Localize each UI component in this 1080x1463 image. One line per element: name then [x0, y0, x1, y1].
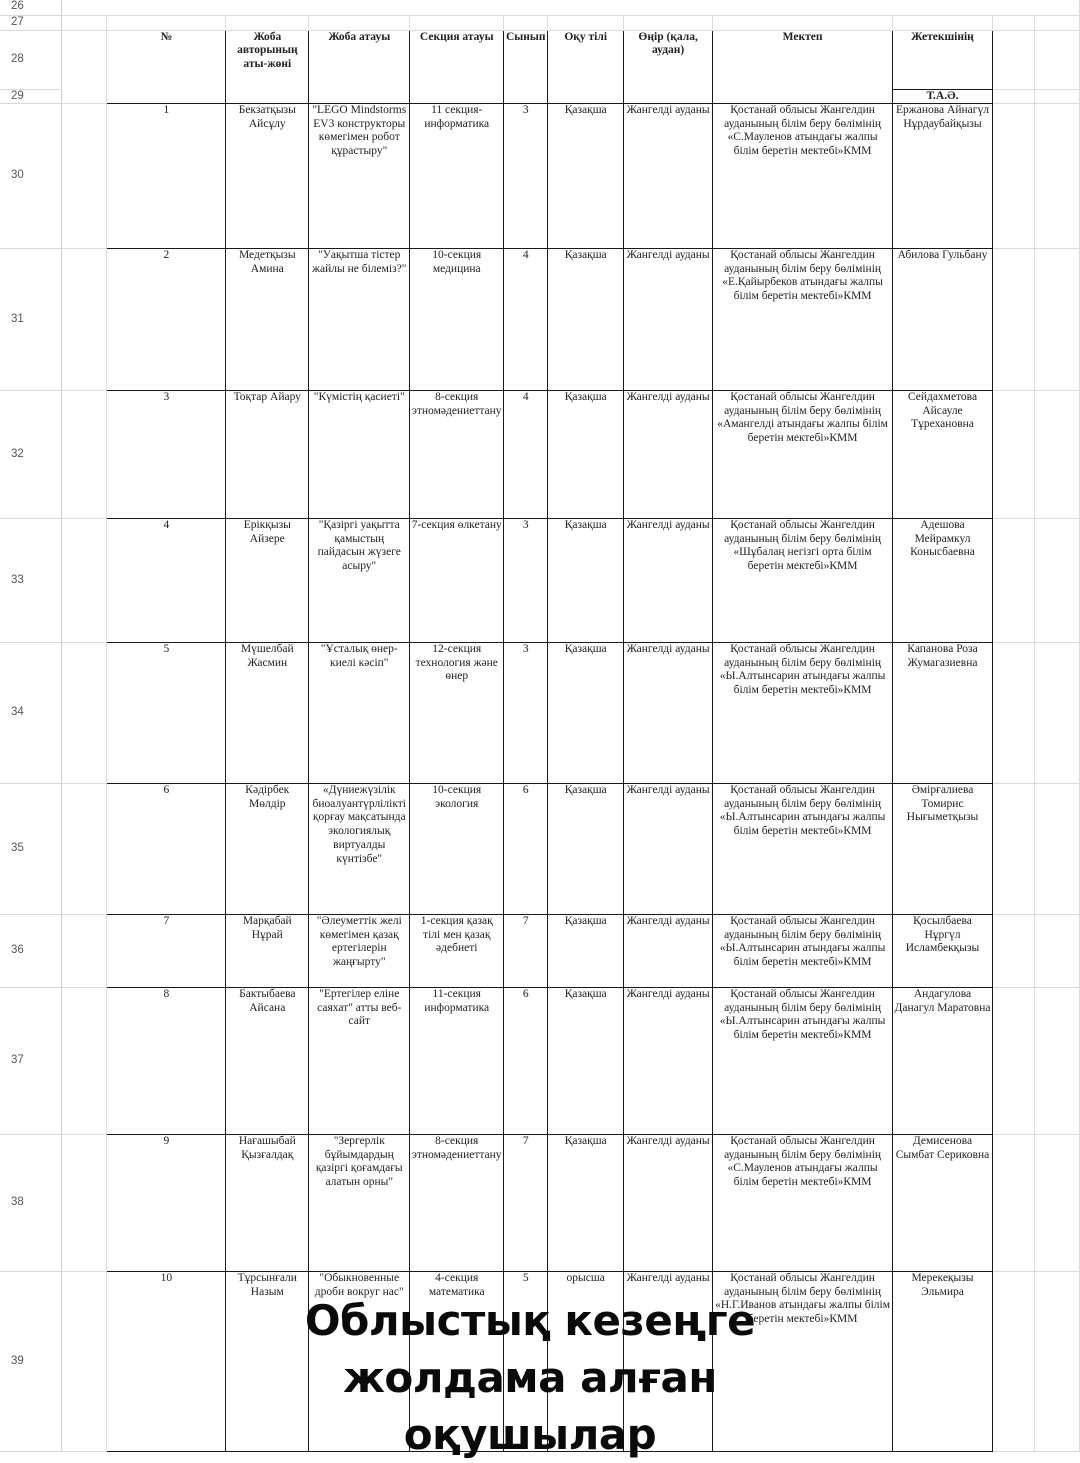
row-header[interactable]: 28: [0, 30, 62, 89]
cell-language[interactable]: Қазақша: [548, 1135, 624, 1272]
cell-number[interactable]: 4: [107, 519, 226, 643]
cell-language[interactable]: орысша: [548, 1272, 624, 1452]
cell-language[interactable]: Қазақша: [548, 249, 624, 391]
header-project-title[interactable]: Жоба атауы: [309, 30, 410, 104]
cell-region[interactable]: Жангелді ауданы: [624, 988, 713, 1135]
empty-cell[interactable]: [992, 249, 1034, 391]
row-header[interactable]: 36: [0, 915, 62, 988]
table-row: [0, 104, 1080, 249]
cell-region[interactable]: Жангелді ауданы: [624, 915, 713, 988]
cell-number[interactable]: 8: [107, 988, 226, 1135]
empty-cell[interactable]: [1034, 643, 1079, 784]
cell-project-title[interactable]: "Қазіргі уақытта қамыстың пайдасын жүзеге асыру": [309, 519, 410, 643]
cell-supervisor[interactable]: Демисенова Сымбат Сериковна: [893, 1135, 993, 1272]
cell-author[interactable]: Ерікқызы Айзере: [226, 519, 309, 643]
header-section[interactable]: Секция атауы: [410, 30, 504, 104]
empty-cell[interactable]: [62, 784, 107, 915]
header-language[interactable]: Оқу тілі: [548, 30, 624, 104]
cell-author[interactable]: Мүшелбай Жасмин: [226, 643, 309, 784]
cell-language[interactable]: Қазақша: [548, 784, 624, 915]
cell-supervisor[interactable]: Ержанова Айнагүл Нұрдаубайқызы: [893, 104, 993, 249]
cell-language[interactable]: Қазақша: [548, 104, 624, 249]
empty-cell[interactable]: [992, 1272, 1034, 1452]
cell-school[interactable]: Қостанай облысы Жангелдин ауданының білім беру бөлімінің «Шұбалаң негізгі орта білім беретін мектебі»КММ: [713, 519, 893, 643]
cell-school[interactable]: Қостанай облысы Жангелдин ауданының білім беру бөлімінің «Ы.Алтынсарин атындағы жалпы білім беретін мектебі»КММ: [713, 988, 893, 1135]
table-row: [0, 519, 1080, 643]
cell-language[interactable]: Қазақша: [548, 391, 624, 519]
cell-school[interactable]: Қостанай облысы Жангелдин ауданының білім беру бөлімінің «Н.Г.Иванов атындағы жалпы білім беретін мектебі»КММ: [713, 1272, 893, 1452]
cell-project-title[interactable]: "Обыкновенные дроби вокруг нас": [309, 1272, 410, 1452]
cell-project-title[interactable]: "Зергерлік бұйымдардың қазіргі қоғамдағы алатын орны": [309, 1135, 410, 1272]
empty-cell[interactable]: [1034, 1272, 1079, 1452]
empty-cell[interactable]: [1034, 784, 1079, 915]
cell-number[interactable]: 1: [107, 104, 226, 249]
empty-cell[interactable]: [62, 915, 107, 988]
header-number[interactable]: №: [107, 30, 226, 104]
table-row: [0, 249, 1080, 391]
cell-author[interactable]: Нағашыбай Қызғалдақ: [226, 1135, 309, 1272]
table-row: [0, 988, 1080, 1135]
cell-number[interactable]: 3: [107, 391, 226, 519]
cell-section[interactable]: 10-секция медицина: [410, 249, 504, 391]
cell-grade[interactable]: 4: [504, 391, 548, 519]
empty-cell[interactable]: [1034, 1135, 1079, 1272]
empty-cell[interactable]: [62, 1135, 107, 1272]
cell-section[interactable]: 8-секция этномәдениеттану: [410, 1135, 504, 1272]
empty-cell[interactable]: [992, 391, 1034, 519]
row-header[interactable]: 31: [0, 249, 62, 391]
row-header[interactable]: 30: [0, 104, 62, 249]
empty-cell[interactable]: [992, 519, 1034, 643]
cell-project-title[interactable]: "Әлеуметтік желі көмегімен қазақ ертегілерін жаңғырту": [309, 915, 410, 988]
empty-cell[interactable]: [992, 784, 1034, 915]
cell-section[interactable]: 12-секция технология және өнер: [410, 643, 504, 784]
empty-cell[interactable]: [62, 391, 107, 519]
empty-cell[interactable]: [992, 1135, 1034, 1272]
cell-project-title[interactable]: "LEGO Mindstorms EV3 конструкторы көмегімен робот құрастыру": [309, 104, 410, 249]
cell-project-title[interactable]: "Ертегілер еліне саяхат" атты веб-сайт: [309, 988, 410, 1135]
header-supervisor-initials[interactable]: Т.А.Ә.: [893, 89, 993, 104]
caption-line: жолдама алған: [343, 1353, 717, 1402]
cell-project-title[interactable]: «Дүниежүзілік биоалуантүрлілікті қорғау мақсатында экологиялық виртуалды күнтізбе": [309, 784, 410, 915]
cell-project-title[interactable]: "Күмістің қасиеті": [309, 391, 410, 519]
cell-number[interactable]: 5: [107, 643, 226, 784]
cell-grade[interactable]: 4: [504, 249, 548, 391]
empty-cell[interactable]: [62, 104, 107, 249]
header-grade[interactable]: Сынып: [504, 30, 548, 104]
row-header[interactable]: 27: [0, 15, 62, 30]
cell-project-title[interactable]: "Ұсталық өнер-киелі кәсіп": [309, 643, 410, 784]
table-row: [0, 391, 1080, 519]
row-header[interactable]: 29: [0, 89, 62, 104]
empty-cell[interactable]: [992, 988, 1034, 1135]
cell-school[interactable]: Қостанай облысы Жангелдин ауданының білім беру бөлімінің «Амангелді атындағы жалпы білім беретін мектебі»КММ: [713, 391, 893, 519]
cell-supervisor[interactable]: Адешова Мейрамкул Конысбаевна: [893, 519, 993, 643]
cell-grade[interactable]: 3: [504, 104, 548, 249]
cell-author[interactable]: Марқабай Нұрай: [226, 915, 309, 988]
table-row: [0, 915, 1080, 988]
cell-school[interactable]: Қостанай облысы Жангелдин ауданының білім беру бөлімінің «С.Мауленов атындағы жалпы білім беретін мектебі»КММ: [713, 1135, 893, 1272]
cell-author[interactable]: Тоқтар Айару: [226, 391, 309, 519]
cell-author[interactable]: Бекзатқызы Айсұлу: [226, 104, 309, 249]
header-region[interactable]: Өңір (қала, аудан): [624, 30, 713, 104]
cell-section[interactable]: 11 секция-информатика: [410, 104, 504, 249]
cell-grade[interactable]: 7: [504, 1135, 548, 1272]
cell-grade[interactable]: 5: [504, 1272, 548, 1452]
cell-section[interactable]: 10-секция экология: [410, 784, 504, 915]
cell-section[interactable]: 7-секция өлкетану: [410, 519, 504, 643]
empty-cell[interactable]: [992, 915, 1034, 988]
empty-row[interactable]: [62, 0, 1080, 15]
cell-supervisor[interactable]: Абилова Гульбану: [893, 249, 993, 391]
row-header[interactable]: 39: [0, 1272, 62, 1452]
cell-grade[interactable]: 3: [504, 519, 548, 643]
cell-supervisor[interactable]: Андагулова Данагул Маратовна: [893, 988, 993, 1135]
cell-section[interactable]: 8-секция этномәдениеттану: [410, 391, 504, 519]
cell-school[interactable]: Қостанай облысы Жангелдин ауданының білім беру бөлімінің «С.Мауленов атындағы жалпы білім беретін мектебі»КММ: [713, 104, 893, 249]
cell-author[interactable]: Бактыбаева Айсана: [226, 988, 309, 1135]
cell-language[interactable]: Қазақша: [548, 988, 624, 1135]
row-header[interactable]: 26: [0, 0, 62, 15]
cell-number[interactable]: 10: [107, 1272, 226, 1452]
row-header[interactable]: 35: [0, 784, 62, 915]
row-header[interactable]: 38: [0, 1135, 62, 1272]
empty-cell[interactable]: [1034, 519, 1079, 643]
empty-cell[interactable]: [62, 1272, 107, 1452]
empty-cell[interactable]: [1034, 988, 1079, 1135]
cell-number[interactable]: 9: [107, 1135, 226, 1272]
header-supervisor[interactable]: Жетекшінің: [893, 30, 993, 89]
cell-number[interactable]: 7: [107, 915, 226, 988]
cell-grade[interactable]: 6: [504, 988, 548, 1135]
cell-grade[interactable]: 7: [504, 915, 548, 988]
row-header[interactable]: 34: [0, 643, 62, 784]
cell-supervisor[interactable]: Капанова Роза Жумагазиевна: [893, 643, 993, 784]
table-row: [0, 784, 1080, 915]
caption-line: оқушылар: [403, 1410, 657, 1459]
cell-author[interactable]: Медетқызы Амина: [226, 249, 309, 391]
empty-cell[interactable]: [62, 519, 107, 643]
table-row: [0, 1135, 1080, 1272]
cell-supervisor[interactable]: Қосылбаева Нұргүл Исламбекқызы: [893, 915, 993, 988]
cell-region[interactable]: Жангелді ауданы: [624, 1135, 713, 1272]
empty-cell[interactable]: [1034, 104, 1079, 249]
cell-supervisor[interactable]: Сейдахметова Айсауле Тұрехановна: [893, 391, 993, 519]
cell-section[interactable]: 4-секция математика: [410, 1272, 504, 1452]
cell-region[interactable]: Жангелді ауданы: [624, 391, 713, 519]
cell-supervisor[interactable]: Мерекеқызы Эльмира: [893, 1272, 993, 1452]
empty-cell[interactable]: [992, 643, 1034, 784]
cell-region[interactable]: Жангелді ауданы: [624, 519, 713, 643]
cell-number[interactable]: 6: [107, 784, 226, 915]
empty-cell[interactable]: [1034, 249, 1079, 391]
empty-cell[interactable]: [62, 988, 107, 1135]
cell-grade[interactable]: 6: [504, 784, 548, 915]
cell-region[interactable]: Жангелді ауданы: [624, 1272, 713, 1452]
cell-project-title[interactable]: "Уақытша тістер жайлы не білеміз?": [309, 249, 410, 391]
cell-region[interactable]: Жангелді ауданы: [624, 643, 713, 784]
empty-cell[interactable]: [1034, 391, 1079, 519]
cell-author[interactable]: Кәдірбек Мөлдір: [226, 784, 309, 915]
cell-school[interactable]: Қостанай облысы Жангелдин ауданының білім беру бөлімінің «Ы.Алтынсарин атындағы жалпы білім беретін мектебі»КММ: [713, 915, 893, 988]
cell-author[interactable]: Тұрсынғали Назым: [226, 1272, 309, 1452]
cell-grade[interactable]: 3: [504, 643, 548, 784]
row-header[interactable]: 32: [0, 391, 62, 519]
empty-cell[interactable]: [992, 104, 1034, 249]
table-row: [0, 643, 1080, 784]
overlay-caption: [200, 1292, 860, 1463]
empty-cell[interactable]: [62, 643, 107, 784]
cell-section[interactable]: 1-секция қазақ тілі мен қазақ әдебиеті: [410, 915, 504, 988]
cell-region[interactable]: Жангелді ауданы: [624, 104, 713, 249]
empty-cell[interactable]: [62, 249, 107, 391]
cell-region[interactable]: Жангелді ауданы: [624, 249, 713, 391]
row-header[interactable]: 33: [0, 519, 62, 643]
data-table: [0, 103, 1080, 1452]
header-author[interactable]: Жоба авторының аты-жөні: [226, 30, 309, 104]
caption-line: Облыстық кезеңге: [304, 1296, 756, 1345]
cell-school[interactable]: Қостанай облысы Жангелдин ауданының білім беру бөлімінің «Ы.Алтынсарин атындағы жалпы білім беретін мектебі»КММ: [713, 784, 893, 915]
cell-school[interactable]: Қостанай облысы Жангелдин ауданының білім беру бөлімінің «Е.Қайырбеков атындағы жалпы білім беретін мектебі»КММ: [713, 249, 893, 391]
cell-supervisor[interactable]: Әмірғалиева Томирис Нығыметқызы: [893, 784, 993, 915]
cell-language[interactable]: Қазақша: [548, 643, 624, 784]
cell-number[interactable]: 2: [107, 249, 226, 391]
row-header[interactable]: 37: [0, 988, 62, 1135]
cell-language[interactable]: Қазақша: [548, 915, 624, 988]
cell-language[interactable]: Қазақша: [548, 519, 624, 643]
cell-region[interactable]: Жангелді ауданы: [624, 784, 713, 915]
header-school[interactable]: Мектеп: [713, 30, 893, 104]
empty-cell[interactable]: [1034, 915, 1079, 988]
cell-school[interactable]: Қостанай облысы Жангелдин ауданының білім беру бөлімінің «Ы.Алтынсарин атындағы жалпы білім беретін мектебі»КММ: [713, 643, 893, 784]
spreadsheet-grid: [0, 0, 1080, 104]
cell-section[interactable]: 11-секция информатика: [410, 988, 504, 1135]
